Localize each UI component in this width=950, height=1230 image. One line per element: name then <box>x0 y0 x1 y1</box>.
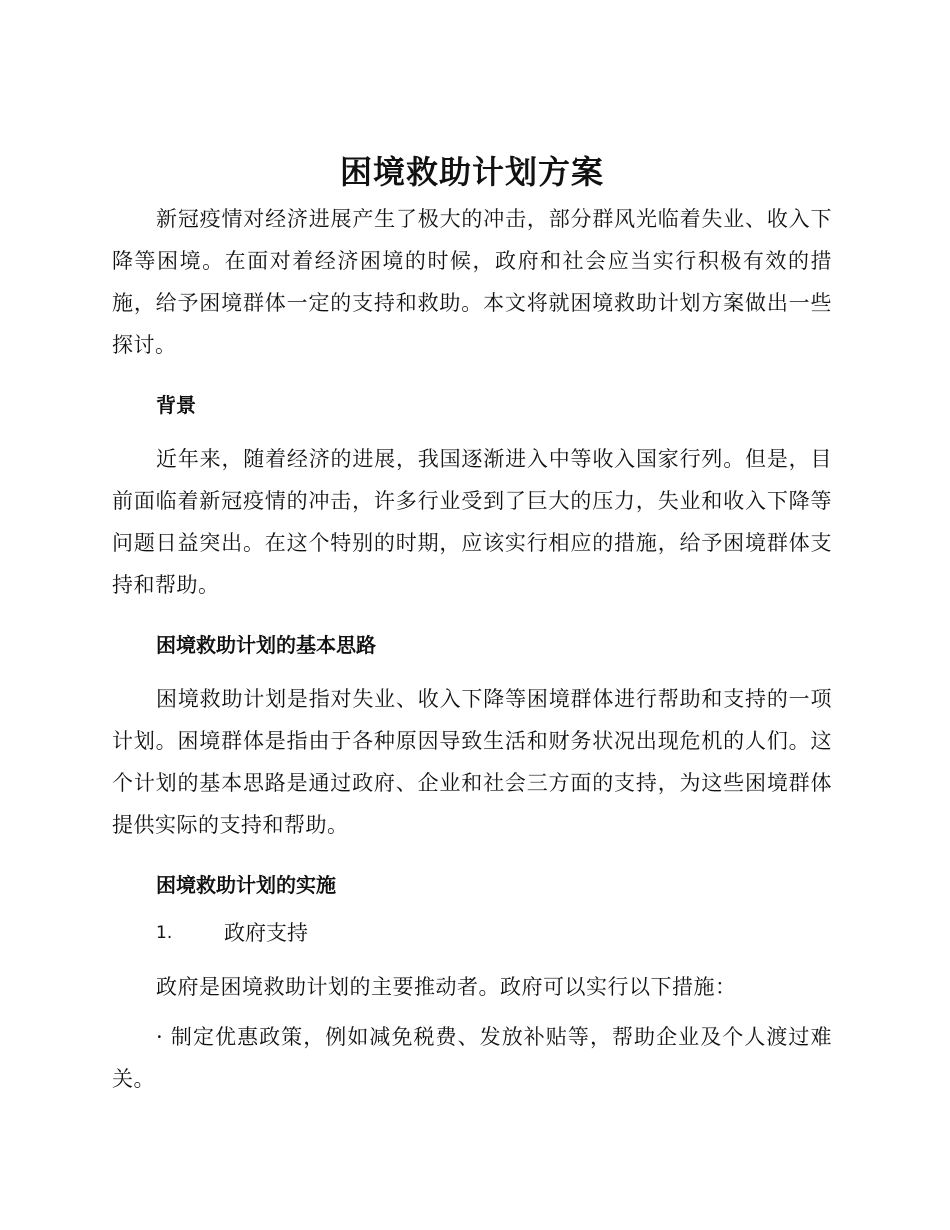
document-page <box>112 150 832 1100</box>
list-number: 1. <box>156 923 173 943</box>
section-heading-background: 背景 <box>156 393 196 417</box>
section-heading-basic-idea: 困境救助计划的基本思路 <box>156 633 376 657</box>
basic-idea-paragraph: 困境救助计划是指对失业、收入下降等困境群体进行帮助和支持的一项计划。困境群体是指由于各种原因导致生活和财务状况出现危机的人们。这个计划的基本思路是通过政府、企业和社会三方面的支持，为这些困境群体提供实际的支持和帮助。 <box>112 687 832 837</box>
bullet-item: · 制定优惠政策，例如减免税费、发放补贴等，帮助企业及个人渡过难关。 <box>112 1025 832 1091</box>
page-title: 困境救助计划方案 <box>339 153 604 191</box>
government-intro-paragraph: 政府是困境救助计划的主要推动者。政府可以实行以下措施： <box>156 975 737 999</box>
intro-paragraph: 新冠疫情对经济进展产生了极大的冲击，部分群风光临着失业、收入下降等困境。在面对着经济困境的时候，政府和社会应当实行积极有效的措施，给予困境群体一定的支持和救助。本文将就困境救助计划方案做出一些探讨。 <box>112 207 832 357</box>
list-item-label: 政府支持 <box>224 921 308 945</box>
numbered-item <box>156 918 832 948</box>
background-paragraph: 近年来，随着经济的进展，我国逐渐进入中等收入国家行列。但是，目前面临着新冠疫情的冲击，许多行业受到了巨大的压力，失业和收入下降等问题日益突出。在这个特别的时期，应该实行相应的措施，给予困境群体支持和帮助。 <box>112 447 832 597</box>
section-heading-implementation: 困境救助计划的实施 <box>156 873 336 897</box>
